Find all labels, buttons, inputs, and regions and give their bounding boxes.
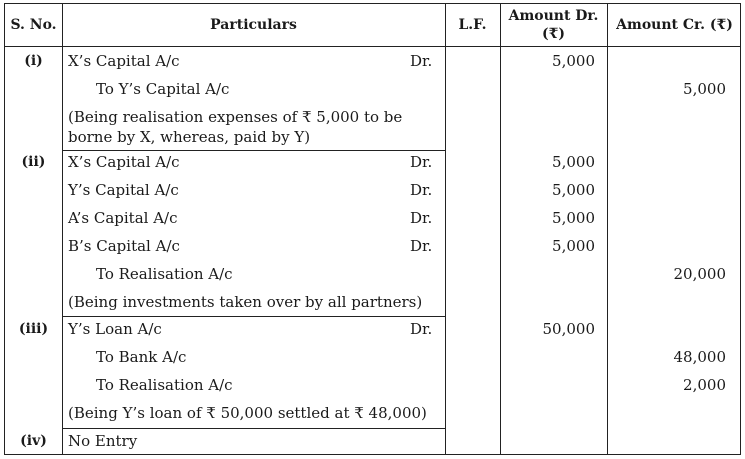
entry-divider (62, 428, 445, 429)
entry-number: (i) (24, 53, 43, 69)
debit-account: Y’s Capital A/c (68, 181, 179, 199)
debit-amount: 5,000 (552, 153, 595, 171)
credit-amount: 5,000 (683, 80, 726, 98)
entry-number: (iv) (20, 433, 47, 449)
header-amount-dr: Amount Dr. (₹) (508, 8, 599, 42)
entry-divider (62, 316, 445, 317)
debit-amount: 5,000 (552, 181, 595, 199)
credit-account: To Y’s Capital A/c (96, 80, 230, 98)
dr-label: Dr. (410, 320, 433, 338)
column-divider (62, 4, 63, 454)
entry-number: (ii) (21, 154, 46, 170)
credit-amount: 20,000 (673, 265, 726, 283)
dr-label: Dr. (410, 181, 433, 199)
debit-amount: 5,000 (552, 237, 595, 255)
header-amount-cr: Amount Cr. (₹) (616, 17, 733, 33)
column-divider (500, 4, 501, 454)
debit-amount: 5,000 (552, 52, 595, 70)
debit-account: Y’s Loan A/c (68, 320, 162, 338)
narration: (Being realisation expenses of ₹ 5,000 to be borne by X, whereas, paid by Y) (68, 108, 403, 146)
credit-account: To Bank A/c (96, 348, 187, 366)
narration: (Being Y’s loan of ₹ 50,000 settled at ₹ 48,000) (68, 404, 427, 422)
journal-entry-table (4, 3, 741, 455)
dr-label: Dr. (410, 209, 433, 227)
credit-amount: 2,000 (683, 376, 726, 394)
dr-label: Dr. (410, 153, 433, 171)
header-particulars: Particulars (210, 17, 297, 33)
no-entry-text: No Entry (68, 432, 138, 450)
dr-label: Dr. (410, 237, 433, 255)
debit-account: A’s Capital A/c (68, 209, 178, 227)
credit-account: To Realisation A/c (96, 376, 233, 394)
debit-amount: 50,000 (542, 320, 595, 338)
column-divider (607, 4, 608, 454)
debit-account: X’s Capital A/c (68, 153, 180, 171)
entry-number: (iii) (18, 321, 49, 337)
debit-account: B’s Capital A/c (68, 237, 180, 255)
header-divider (5, 46, 740, 47)
narration: (Being investments taken over by all partners) (68, 293, 423, 311)
header-lf: L.F. (458, 17, 487, 33)
credit-amount: 48,000 (673, 348, 726, 366)
column-divider (445, 4, 446, 454)
entry-divider (62, 150, 445, 151)
debit-amount: 5,000 (552, 209, 595, 227)
dr-label: Dr. (410, 52, 433, 70)
credit-account: To Realisation A/c (96, 265, 233, 283)
header-sno: S. No. (10, 17, 57, 33)
debit-account: X’s Capital A/c (68, 52, 180, 70)
